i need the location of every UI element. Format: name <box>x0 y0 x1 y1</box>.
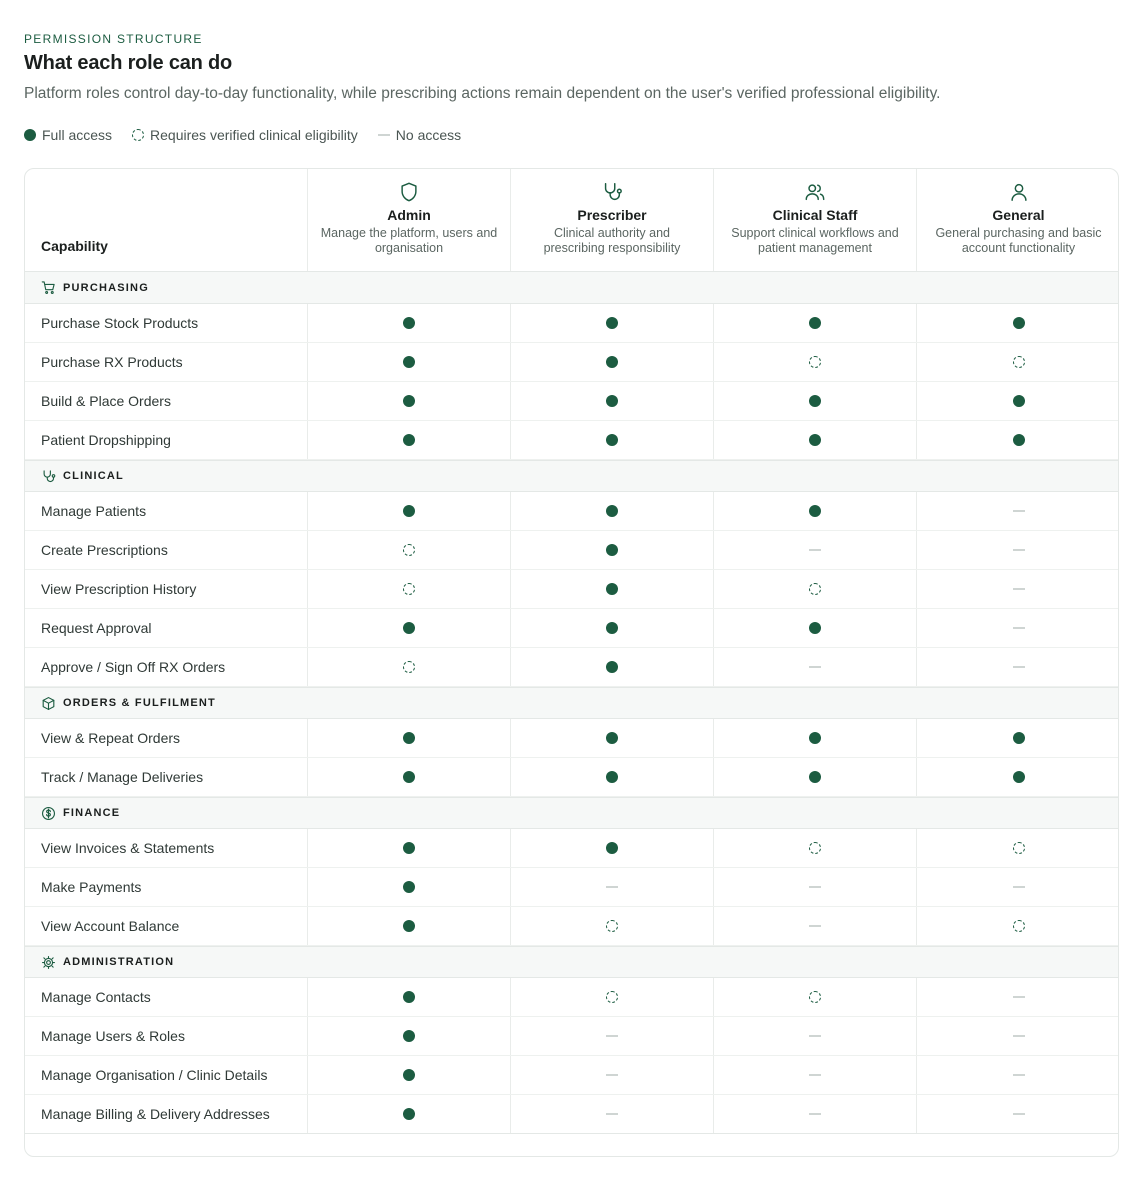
access-cell <box>307 382 510 420</box>
access-cell <box>510 907 713 945</box>
access-cell <box>510 719 713 757</box>
full-access-icon <box>809 771 821 783</box>
access-cell <box>510 531 713 569</box>
access-cell <box>510 343 713 381</box>
access-cell <box>307 829 510 867</box>
requires-eligibility-icon <box>403 661 415 673</box>
no-access-icon <box>606 1113 618 1115</box>
no-access-icon <box>809 925 821 927</box>
full-access-icon <box>606 317 618 329</box>
table-row <box>25 978 1118 1017</box>
capability-label: Purchase Stock Products <box>41 315 199 331</box>
access-cell <box>916 343 1119 381</box>
full-access-icon <box>606 661 618 673</box>
permissions-table <box>24 168 1119 1157</box>
access-cell <box>916 382 1119 420</box>
access-cell <box>307 907 510 945</box>
role-header-clinical-staff <box>713 169 916 271</box>
table-row <box>25 1056 1118 1095</box>
no-access-icon <box>1013 1074 1025 1076</box>
full-access-icon <box>809 732 821 744</box>
full-access-icon <box>403 356 415 368</box>
access-cell <box>713 531 916 569</box>
capability-label: Manage Contacts <box>41 989 151 1005</box>
access-cell <box>916 648 1119 686</box>
role-header-general <box>916 169 1119 271</box>
section-label: CLINICAL <box>63 470 124 482</box>
table-row <box>25 421 1118 460</box>
no-access-icon <box>1013 666 1025 668</box>
no-access-icon <box>809 886 821 888</box>
no-access-icon <box>809 549 821 551</box>
access-cell <box>916 868 1119 906</box>
access-cell <box>510 304 713 342</box>
full-access-icon <box>809 622 821 634</box>
table-row <box>25 648 1118 687</box>
table-row <box>25 609 1118 648</box>
access-cell <box>510 609 713 647</box>
requires-eligibility-icon <box>1013 842 1025 854</box>
full-access-icon <box>606 356 618 368</box>
capability-label: Request Approval <box>41 620 152 636</box>
role-description: General purchasing and basic account functionality <box>935 226 1102 255</box>
access-cell <box>916 492 1119 530</box>
full-access-icon <box>1013 434 1025 446</box>
access-cell <box>510 648 713 686</box>
requires-eligibility-icon <box>132 129 144 141</box>
access-cell <box>307 609 510 647</box>
access-cell <box>307 648 510 686</box>
legend <box>24 127 481 143</box>
access-cell <box>713 609 916 647</box>
role-name: Clinical Staff <box>772 207 858 223</box>
page-subtitle: Platform roles control day-to-day functionality, while prescribing actions remain dependent on the user's verified professional eligibility. <box>24 85 941 102</box>
access-cell <box>713 907 916 945</box>
gear-icon <box>41 955 56 970</box>
role-name: Prescriber <box>577 207 647 223</box>
full-access-icon <box>403 1030 415 1042</box>
no-access-icon <box>809 1035 821 1037</box>
access-cell <box>713 421 916 459</box>
full-access-icon <box>606 622 618 634</box>
requires-eligibility-icon <box>606 920 618 932</box>
full-access-icon <box>606 842 618 854</box>
legend-requires <box>132 127 358 143</box>
requires-eligibility-icon <box>1013 356 1025 368</box>
section-eyebrow: PERMISSION STRUCTURE <box>24 32 203 46</box>
full-access-icon <box>606 505 618 517</box>
access-cell <box>713 343 916 381</box>
access-cell <box>307 570 510 608</box>
requires-eligibility-icon <box>403 583 415 595</box>
section-label: ADMINISTRATION <box>63 956 175 968</box>
full-access-icon <box>1013 395 1025 407</box>
access-cell <box>916 304 1119 342</box>
access-cell <box>916 531 1119 569</box>
capability-label: View Prescription History <box>41 581 197 597</box>
full-access-icon <box>403 622 415 634</box>
stethoscope-icon <box>601 181 623 203</box>
table-row <box>25 492 1118 531</box>
no-access-icon <box>378 134 390 136</box>
table-row <box>25 570 1118 609</box>
table-row <box>25 1095 1118 1134</box>
access-cell <box>510 1056 713 1094</box>
access-cell <box>916 570 1119 608</box>
section-label: PURCHASING <box>63 281 149 294</box>
full-access-icon <box>606 583 618 595</box>
table-row <box>25 758 1118 797</box>
full-access-icon <box>1013 732 1025 744</box>
access-cell <box>510 758 713 796</box>
no-access-icon <box>1013 1113 1025 1115</box>
full-access-icon <box>403 395 415 407</box>
access-cell <box>916 907 1119 945</box>
full-access-icon <box>606 732 618 744</box>
access-cell <box>713 1017 916 1055</box>
capability-label: Manage Patients <box>41 503 147 519</box>
no-access-icon <box>606 1074 618 1076</box>
full-access-icon <box>809 395 821 407</box>
access-cell <box>713 382 916 420</box>
table-row <box>25 382 1118 421</box>
users-icon <box>804 181 826 203</box>
full-access-icon <box>606 771 618 783</box>
legend-none <box>378 127 461 143</box>
no-access-icon <box>809 1074 821 1076</box>
access-cell <box>713 492 916 530</box>
access-cell <box>307 719 510 757</box>
access-cell <box>307 1095 510 1133</box>
role-header-admin <box>307 169 510 271</box>
access-cell <box>307 531 510 569</box>
role-description: Clinical authority and prescribing responsibility <box>543 226 681 255</box>
no-access-icon <box>1013 549 1025 551</box>
legend-full-label: Full access <box>42 127 113 143</box>
access-cell <box>510 421 713 459</box>
capability-label: View & Repeat Orders <box>41 730 181 746</box>
access-cell <box>307 1056 510 1094</box>
capability-label: Manage Organisation / Clinic Details <box>41 1067 268 1083</box>
legend-none-label: No access <box>395 127 462 143</box>
requires-eligibility-icon <box>809 583 821 595</box>
access-cell <box>713 304 916 342</box>
no-access-icon <box>1013 510 1025 512</box>
access-cell <box>713 1056 916 1094</box>
access-cell <box>510 492 713 530</box>
table-row <box>25 868 1118 907</box>
page-title: What each role can do <box>24 52 233 74</box>
access-cell <box>510 978 713 1016</box>
role-description: Manage the platform, users and organisation <box>320 226 498 255</box>
access-cell <box>307 1017 510 1055</box>
full-access-icon <box>606 544 618 556</box>
access-cell <box>916 978 1119 1016</box>
capability-label: Create Prescriptions <box>41 542 168 558</box>
access-cell <box>510 829 713 867</box>
user-icon <box>1008 181 1030 203</box>
access-cell <box>713 868 916 906</box>
table-row <box>25 343 1118 382</box>
role-header-prescriber <box>510 169 713 271</box>
table-row <box>25 829 1118 868</box>
full-access-icon <box>606 395 618 407</box>
full-access-icon <box>403 881 415 893</box>
capability-label: Build & Place Orders <box>41 393 171 409</box>
capability-header: Capability <box>41 238 108 254</box>
role-name: General <box>992 207 1045 223</box>
access-cell <box>916 421 1119 459</box>
no-access-icon <box>1013 886 1025 888</box>
access-cell <box>307 758 510 796</box>
access-cell <box>510 382 713 420</box>
full-access-icon <box>1013 317 1025 329</box>
access-cell <box>916 1095 1119 1133</box>
access-cell <box>916 1017 1119 1055</box>
access-cell <box>713 978 916 1016</box>
access-cell <box>916 829 1119 867</box>
full-access-icon <box>606 434 618 446</box>
section-label: FINANCE <box>63 807 121 819</box>
access-cell <box>307 304 510 342</box>
full-access-icon <box>809 434 821 446</box>
access-cell <box>307 421 510 459</box>
section-header <box>25 946 1118 978</box>
requires-eligibility-icon <box>809 991 821 1003</box>
access-cell <box>307 492 510 530</box>
access-cell <box>307 978 510 1016</box>
no-access-icon <box>1013 588 1025 590</box>
full-access-icon <box>403 771 415 783</box>
box-icon <box>41 696 56 711</box>
requires-eligibility-icon <box>1013 920 1025 932</box>
access-cell <box>510 570 713 608</box>
cart-icon <box>41 280 56 295</box>
table-row <box>25 719 1118 758</box>
access-cell <box>713 648 916 686</box>
no-access-icon <box>606 1035 618 1037</box>
no-access-icon <box>1013 1035 1025 1037</box>
full-access-icon <box>24 129 36 141</box>
access-cell <box>916 758 1119 796</box>
access-cell <box>713 758 916 796</box>
access-cell <box>713 1095 916 1133</box>
capability-label: Make Payments <box>41 879 142 895</box>
capability-label: Patient Dropshipping <box>41 432 171 448</box>
full-access-icon <box>403 991 415 1003</box>
access-cell <box>510 1017 713 1055</box>
section-label: ORDERS & FULFILMENT <box>63 697 216 709</box>
legend-full <box>24 127 112 143</box>
access-cell <box>916 609 1119 647</box>
no-access-icon <box>606 886 618 888</box>
capability-label: Purchase RX Products <box>41 354 183 370</box>
shield-icon <box>398 181 420 203</box>
full-access-icon <box>403 1108 415 1120</box>
no-access-icon <box>1013 627 1025 629</box>
full-access-icon <box>403 1069 415 1081</box>
full-access-icon <box>809 317 821 329</box>
access-cell <box>510 868 713 906</box>
role-name: Admin <box>387 207 431 223</box>
full-access-icon <box>403 842 415 854</box>
capability-label: View Account Balance <box>41 918 180 934</box>
table-header <box>25 169 1118 272</box>
access-cell <box>307 868 510 906</box>
full-access-icon <box>1013 771 1025 783</box>
capability-label: Track / Manage Deliveries <box>41 769 204 785</box>
table-row <box>25 531 1118 570</box>
full-access-icon <box>403 920 415 932</box>
access-cell <box>510 1095 713 1133</box>
capability-label: Approve / Sign Off RX Orders <box>41 659 226 675</box>
full-access-icon <box>403 317 415 329</box>
no-access-icon <box>809 1113 821 1115</box>
stethoscope-icon <box>41 469 56 484</box>
dollar-icon <box>41 806 56 821</box>
capability-label: View Invoices & Statements <box>41 840 215 856</box>
requires-eligibility-icon <box>809 356 821 368</box>
legend-requires-label: Requires verified clinical eligibility <box>150 127 358 143</box>
table-row <box>25 907 1118 946</box>
section-header <box>25 687 1118 719</box>
section-header <box>25 272 1118 304</box>
table-body <box>25 272 1118 1134</box>
full-access-icon <box>403 434 415 446</box>
full-access-icon <box>403 505 415 517</box>
access-cell <box>916 719 1119 757</box>
access-cell <box>916 1056 1119 1094</box>
capability-label: Manage Billing & Delivery Addresses <box>41 1106 270 1122</box>
full-access-icon <box>403 732 415 744</box>
requires-eligibility-icon <box>606 991 618 1003</box>
requires-eligibility-icon <box>403 544 415 556</box>
no-access-icon <box>809 666 821 668</box>
no-access-icon <box>1013 996 1025 998</box>
access-cell <box>713 829 916 867</box>
access-cell <box>713 719 916 757</box>
requires-eligibility-icon <box>809 842 821 854</box>
access-cell <box>713 570 916 608</box>
table-row <box>25 304 1118 343</box>
role-description: Support clinical workflows and patient management <box>731 226 899 255</box>
access-cell <box>307 343 510 381</box>
full-access-icon <box>809 505 821 517</box>
table-row <box>25 1017 1118 1056</box>
section-header <box>25 460 1118 492</box>
section-header <box>25 797 1118 829</box>
capability-label: Manage Users & Roles <box>41 1028 185 1044</box>
